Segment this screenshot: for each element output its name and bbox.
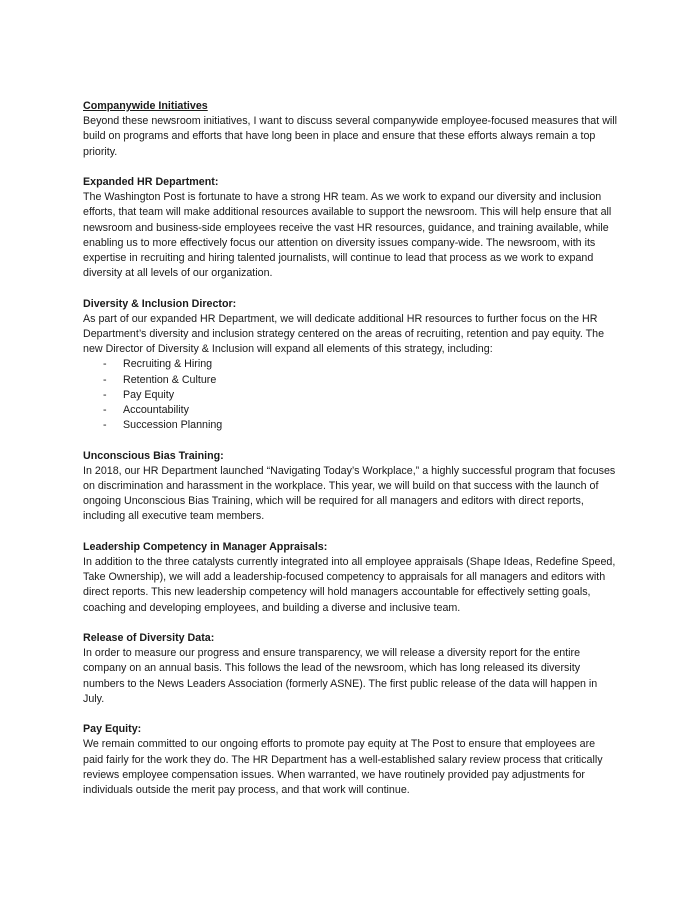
section-diversity-inclusion-director [83,297,618,434]
section-heading: Unconscious Bias Training: [83,449,224,462]
list-item [103,373,618,388]
list-item [103,403,618,418]
section-release-of-diversity-data [83,631,618,707]
list-item-text: Accountability [123,404,189,417]
section-pay-equity [83,722,618,798]
section-body: In 2018, our HR Department launched “Navigating Today’s Workplace,” a highly successful program that focuses on discrimination and harassment in the workplace. This year, we will build on that success with the launch of ongoing Unconscious Bias Training, which will be required for all managers and editors with direct reports, including all executive team members. [83,464,616,523]
section-body: We remain committed to our ongoing efforts to promote pay equity at The Post to ensure that employees are paid fairly for the work they do. The HR Department has a well-established salary review process that critically reviews employee compensation issues. When warranted, we have routinely provided pay adjustments for individuals outside the merit pay process, and that work will continue. [83,738,603,797]
section-body: The Washington Post is fortunate to have a strong HR team. As we work to expand our diversity and inclusion efforts, that team will make additional resources available to support the newsroom. This will help ensure that all newsroom and business-side employees receive the vast HR resources, guidance, and training available, while enabling us to more effectively focus our attention on diversity issues company-wide. The newsroom, with its expertise in recruiting and hiring talented journalists, will continue to lead that process as we work to expand diversity at all levels of our organization. [83,191,612,280]
bullet-marker: - [103,419,107,432]
section-companywide-initiatives [83,99,618,160]
section-heading: Leadership Competency in Manager Appraisals: [83,540,328,553]
section-leadership-competency [83,540,618,616]
section-heading: Diversity & Inclusion Director: [83,297,237,310]
bullet-marker: - [103,373,107,386]
section-body: In addition to the three catalysts currently integrated into all employee appraisals (Shape Ideas, Redefine Speed, Take Ownership), we will add a leadership-focused competency to appraisals for all managers and editors with direct reports. This new leadership competency will hold managers accountable for effectively setting goals, coaching and developing employees, and building a diverse and inclusive team. [83,556,616,614]
list-item [103,418,618,433]
section-unconscious-bias-training [83,449,618,525]
section-heading: Pay Equity: [83,723,142,736]
section-heading: Companywide Initiatives [83,100,208,112]
section-expanded-hr-department [83,175,618,281]
bullet-marker: - [103,358,107,371]
section-heading: Release of Diversity Data: [83,632,215,645]
section-body: In order to measure our progress and ensure transparency, we will release a diversity report for the entire company on an annual basis. This follows the lead of the newsroom, which has long released its diversity numbers to the News Leaders Association (formerly ASNE). The first public release of the data will happen in July. [83,647,598,705]
section-body: Beyond these newsroom initiatives, I want to discuss several companywide employee-focused measures that will build on programs and efforts that have long been in place and ensure that these efforts always remain a top priority. [83,115,618,158]
strategy-bullet-list [83,357,618,433]
list-item [103,388,618,403]
list-item-text: Pay Equity [123,388,175,401]
list-item [103,357,618,372]
bullet-marker: - [103,388,107,401]
list-item-text: Retention & Culture [123,373,217,386]
section-heading: Expanded HR Department: [83,176,219,188]
section-body: As part of our expanded HR Department, we will dedicate additional HR resources to further focus on the HR Department’s diversity and inclusion strategy centered on the areas of recruiting, retention and pay equity. The new Director of Diversity & Inclusion will expand all elements of this strategy, including: [83,312,605,356]
document-page [83,99,618,813]
list-item-text: Succession Planning [123,419,223,432]
bullet-marker: - [103,404,107,417]
list-item-text: Recruiting & Hiring [123,358,213,371]
